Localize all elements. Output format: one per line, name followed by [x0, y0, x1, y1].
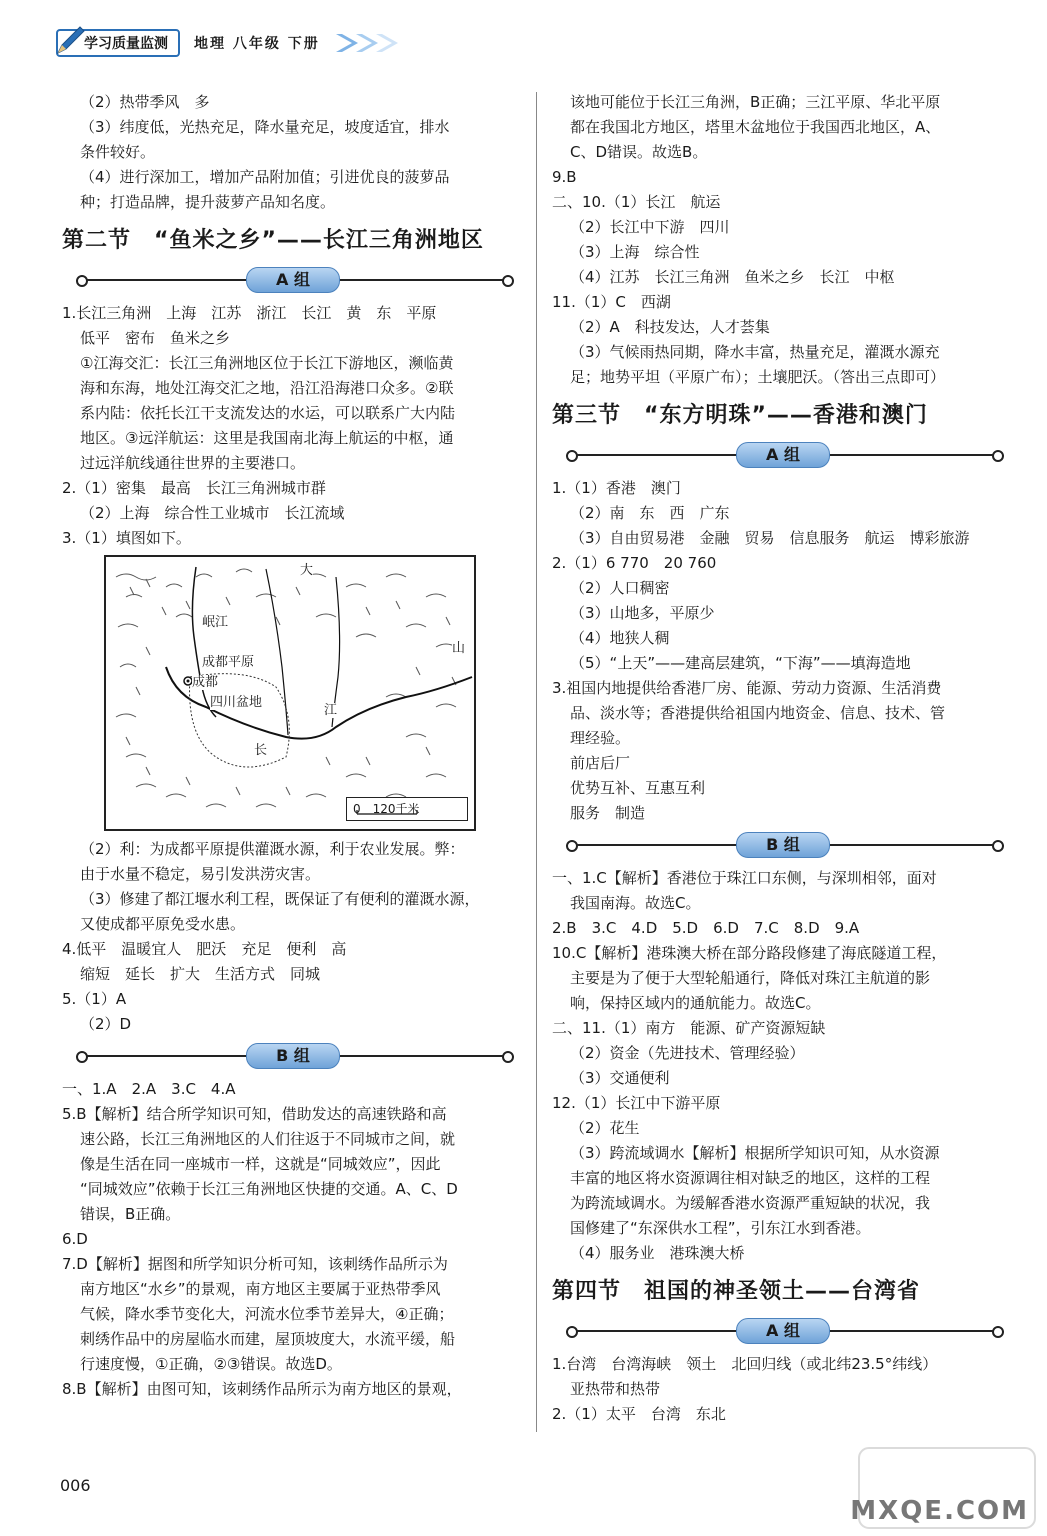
answer-line: 南方地区“水乡”的景观，南方地区主要属于亚热带季风	[80, 1280, 441, 1298]
section-title: 第二节 “鱼米之乡”——长江三角洲地区	[62, 228, 484, 253]
answer-line: 由于水量不稳定，易引发洪涝灾害。	[80, 865, 321, 883]
answer-line: 国修建了“东深供水工程”，引东江水到香港。	[570, 1219, 871, 1237]
answer-line: 5.（1）A	[62, 990, 127, 1008]
series-title: 学习质量监测	[84, 36, 168, 52]
answer-line: 气候，降水季节变化大，河流水位季节差异大，④正确；	[80, 1305, 454, 1323]
answer-line: 错误，B正确。	[80, 1205, 181, 1223]
answer-line: 足；地势平坦（平原广布）；土壤肥沃。（答出三点即可）	[570, 368, 946, 386]
map-label-chengdu: 成都	[192, 675, 219, 690]
answer-line: （2）南 东 西 广东	[570, 504, 730, 522]
answer-line: （3）上海 综合性	[570, 243, 700, 261]
map-label-chengdu-plain: 成都平原	[202, 655, 255, 670]
sichuan-basin-map	[104, 555, 476, 831]
group-b-heading	[552, 830, 1014, 860]
answer-line: （3）气候雨热同期，降水丰富，热量充足，灌溉水源充	[570, 343, 940, 361]
group-a-heading	[62, 265, 524, 295]
answer-line: 服务 制造	[570, 804, 646, 822]
group-a-heading	[552, 1316, 1014, 1346]
answer-line: 6.D	[62, 1230, 88, 1248]
watermark-text: MXQE.COM	[850, 1496, 1029, 1526]
answer-line: 低平 密布 鱼米之乡	[80, 329, 231, 347]
answer-line: 地区。③远洋航运：这里是我国南北海上航运的中枢，通	[80, 429, 454, 447]
book-subtitle: 地理 八年级 下册	[194, 36, 320, 52]
map-label-chang: 长	[254, 743, 268, 758]
page-number: 006	[60, 1476, 91, 1495]
answer-line: 行速度慢，①正确，②③错误。故选D。	[80, 1355, 342, 1373]
answer-line: ①江海交汇：长江三角洲地区位于长江下游地区，濒临黄	[80, 354, 454, 372]
answer-line: （2）热带季风 多	[80, 93, 210, 111]
answer-line: 二、10.（1）长江 航运	[552, 193, 721, 211]
map-scale	[346, 797, 468, 821]
answer-line: 速公路，长江三角洲地区的人们往返于不同城市之间，就	[80, 1130, 456, 1148]
left-column	[62, 90, 524, 1402]
map-label-minjiang: 岷江	[202, 615, 229, 630]
answer-line: 2.B 3.C 4.D 5.D 6.D 7.C 8.D 9.A	[552, 919, 860, 937]
answer-line: （4）进行深加工，增加产品附加值；引进优良的菠萝品	[80, 168, 450, 186]
answer-line: 前店后厂	[570, 754, 631, 772]
answer-line: 条件较好。	[80, 143, 156, 161]
answer-line: （2）花生	[570, 1119, 640, 1137]
section-title: 第四节 祖国的神圣领土——台湾省	[552, 1279, 921, 1304]
answer-line: 12.（1）长江中下游平原	[552, 1094, 721, 1112]
answer-line: 一、1.C【解析】香港位于珠江口东侧，与深圳相邻，面对	[552, 869, 937, 887]
answer-line: 品、淡水等；香港提供给祖国内地资金、信息、技术、管	[570, 704, 946, 722]
answer-line: 又使成都平原免受水患。	[80, 915, 246, 933]
map-label-da: 大	[300, 563, 314, 578]
answer-line: （3）跨流域调水【解析】根据所学知识可知，从水资源	[570, 1144, 940, 1162]
answer-line: 5.B【解析】结合所学知识可知，借助发达的高速铁路和高	[62, 1105, 447, 1123]
answer-line: （2）资金（先进技术、管理经验）	[570, 1044, 805, 1062]
answer-line: （3）山地多，平原少	[570, 604, 715, 622]
right-column	[552, 90, 1014, 1427]
answer-line: C、D错误。故选B。	[570, 143, 708, 161]
answer-line: （2）利：为成都平原提供灌溉水源，利于农业发展。弊：	[80, 840, 465, 858]
answer-line: 1.（1）香港 澳门	[552, 479, 681, 497]
answer-line: 都在我国北方地区，塔里木盆地位于我国西北地区，A、	[570, 118, 941, 136]
answer-line: 亚热带和热带	[570, 1380, 661, 1398]
answer-line: 优势互补、互惠互利	[570, 779, 706, 797]
answer-line: 2.（1）太平 台湾 东北	[552, 1405, 726, 1423]
answer-line: 刺绣作品中的房屋临水而建，屋顶坡度大，水流平缓，船	[80, 1330, 456, 1348]
answer-line: 响，保持区域内的通航能力。故选C。	[570, 994, 821, 1012]
answer-line: （3）交通便利	[570, 1069, 670, 1087]
group-label: A 组	[736, 1318, 830, 1344]
map-drawing	[106, 557, 474, 829]
answer-line: （4）江苏 长江三角洲 鱼米之乡 长江 中枢	[570, 268, 895, 286]
answer-line: 10.C【解析】港珠澳大桥在部分路段修建了海底隧道工程，	[552, 944, 947, 962]
section-title: 第三节 “东方明珠”——香港和澳门	[552, 403, 928, 428]
answer-line: 主要是为了便于大型轮船通行，降低对珠江主航道的影	[570, 969, 931, 987]
answer-line: 一、1.A 2.A 3.C 4.A	[62, 1080, 236, 1098]
answer-line: “同城效应”依赖于长江三角洲地区快捷的交通。A、C、D	[80, 1180, 458, 1198]
group-b-heading	[62, 1041, 524, 1071]
answer-line: （5）“上天”——建高层建筑，“下海”——填海造地	[570, 654, 911, 672]
group-label: A 组	[736, 442, 830, 468]
answer-line: 8.B【解析】由图可知，该刺绣作品所示为南方地区的景观，	[62, 1380, 462, 1398]
chevrons-decoration	[334, 30, 414, 56]
answer-line: 7.D【解析】据图和所学知识分析可知，该刺绣作品所示为	[62, 1255, 448, 1273]
answer-line: 海和东海，地处江海交汇之地，沿江沿海港口众多。②联	[80, 379, 454, 397]
map-label-sichuan-basin: 四川盆地	[210, 695, 263, 710]
answer-line: 1.长江三角洲 上海 江苏 浙江 长江 黄 东 平原	[62, 304, 437, 322]
answer-line: 像是生活在同一座城市一样，这就是“同城效应”，因此	[80, 1155, 441, 1173]
answer-line: （2）上海 综合性工业城市 长江流域	[80, 504, 345, 522]
group-label: B 组	[246, 1043, 340, 1069]
answer-line: 该地可能位于长江三角洲，B正确；三江平原、华北平原	[570, 93, 941, 111]
answer-line: （4）服务业 港珠澳大桥	[570, 1244, 745, 1262]
answer-line: 9.B	[552, 168, 577, 186]
group-label: B 组	[736, 832, 830, 858]
series-badge	[56, 29, 180, 57]
answer-line: 11.（1）C 西湖	[552, 293, 671, 311]
answer-line: （2）A 科技发达，人才荟集	[570, 318, 770, 336]
answer-line: 缩短 延长 扩大 生活方式 同城	[80, 965, 321, 983]
answer-line: （2）人口稠密	[570, 579, 670, 597]
answer-line: 4.低平 温暖宜人 肥沃 充足 便利 高	[62, 940, 347, 958]
answer-line: （3）纬度低，光热充足，降水量充足，坡度适宜，排水	[80, 118, 450, 136]
map-label-shan: 山	[452, 641, 466, 656]
group-a-heading	[552, 440, 1014, 470]
pen-icon	[54, 23, 88, 57]
answer-line: 理经验。	[570, 729, 631, 747]
answer-line: 3.祖国内地提供给香港厂房、能源、劳动力资源、生活消费	[552, 679, 942, 697]
answer-line: 3.（1）填图如下。	[62, 529, 191, 547]
answer-line: 我国南海。故选C。	[570, 894, 701, 912]
group-label: A 组	[246, 267, 340, 293]
answer-line: （2）长江中下游 四川	[570, 218, 730, 236]
answer-line: （2）D	[80, 1015, 132, 1033]
answer-line: 2.（1）6 770 20 760	[552, 554, 717, 572]
answer-line: 种；打造品牌，提升菠萝产品知名度。	[80, 193, 336, 211]
answer-line: 1.台湾 台湾海峡 领土 北回归线（或北纬23.5°纬线）	[552, 1355, 938, 1373]
answer-line: 2.（1）密集 最高 长江三角洲城市群	[62, 479, 326, 497]
answer-line: （3）修建了都江堰水利工程，既保证了有便利的灌溉水源，	[80, 890, 480, 908]
answer-line: （4）地狭人稠	[570, 629, 670, 647]
page-header	[56, 26, 414, 60]
answer-line: 系内陆：依托长江干支流发达的水运，可以联系广大内陆	[80, 404, 456, 422]
answer-line: 丰富的地区将水资源调往相对缺乏的地区，这样的工程	[570, 1169, 931, 1187]
answer-line: 为跨流域调水。为缓解香港水资源严重短缺的状况，我	[570, 1194, 931, 1212]
scale-label: 0 120千米	[353, 802, 420, 816]
answer-line: 二、11.（1）南方 能源、矿产资源短缺	[552, 1019, 826, 1037]
answer-line: （3）自由贸易港 金融 贸易 信息服务 航运 博彩旅游	[570, 529, 970, 547]
map-label-jiang: 江	[324, 703, 338, 718]
column-divider	[536, 92, 537, 1432]
answer-line: 过远洋航线通往世界的主要港口。	[80, 454, 306, 472]
